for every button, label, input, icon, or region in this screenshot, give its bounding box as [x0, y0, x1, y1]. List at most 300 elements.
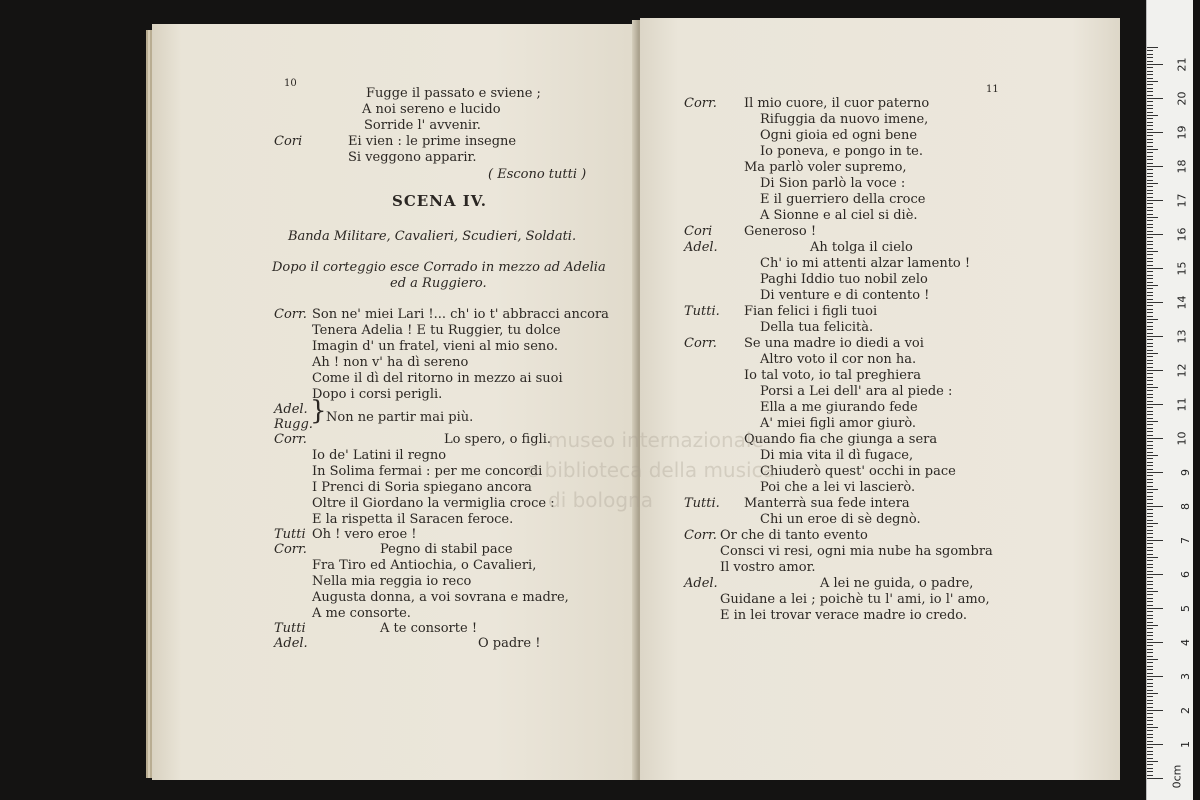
- ruler-tick: [1147, 363, 1153, 364]
- ruler-tick: [1147, 275, 1153, 276]
- ruler-tick: [1147, 333, 1153, 334]
- verse-line: Imagin d' un fratel, vieni al mio seno.: [312, 339, 559, 354]
- ruler-tick: [1147, 91, 1153, 92]
- ruler-number: 10: [1175, 431, 1189, 446]
- verse-line: A Sionne e al ciel si diè.: [760, 208, 918, 223]
- verse-line: A' miei figli amor giurò.: [760, 416, 917, 431]
- ruler-tick: [1147, 730, 1153, 731]
- speaker-label: Adel.: [684, 576, 718, 591]
- ruler-tick: [1147, 642, 1163, 643]
- verse-line: Lo spero, o figli.: [444, 432, 551, 447]
- ruler-tick: [1147, 520, 1153, 521]
- ruler-tick: [1147, 690, 1153, 691]
- ruler-number: 17: [1175, 193, 1189, 208]
- ruler-tick: [1147, 543, 1153, 544]
- ruler-tick: [1147, 486, 1153, 487]
- ruler-tick: [1147, 132, 1163, 133]
- ruler-tick: [1147, 557, 1158, 558]
- ruler-tick: [1147, 537, 1153, 538]
- ruler-tick: [1147, 744, 1163, 745]
- ruler-tick: [1147, 435, 1153, 436]
- ruler-tick: [1147, 411, 1153, 412]
- ruler-tick: [1147, 159, 1153, 160]
- brace-mark: }: [310, 396, 327, 426]
- ruler-unit-label: 0cm: [1170, 764, 1184, 789]
- speaker-label: Tutti.: [684, 496, 720, 511]
- ruler-tick: [1147, 407, 1153, 408]
- speaker-label: Corr.: [274, 542, 307, 557]
- verse-line: Or che di tanto evento: [720, 528, 868, 543]
- verse-line: Fra Tiro ed Antiochia, o Cavalieri,: [312, 558, 537, 573]
- ruler-tick: [1147, 50, 1153, 51]
- ruler-tick: [1147, 635, 1153, 636]
- watermark-line: e biblioteca della musica: [526, 458, 775, 482]
- right-page: [640, 18, 1120, 780]
- speaker-label: Tutti: [274, 621, 306, 636]
- ruler-tick: [1147, 316, 1153, 317]
- ruler-tick: [1147, 751, 1153, 752]
- verse-line: Chi un eroe di sè degnò.: [760, 512, 921, 527]
- ruler-tick: [1147, 309, 1153, 310]
- ruler-tick: [1147, 227, 1153, 228]
- ruler-tick: [1147, 523, 1158, 524]
- ruler-tick: [1147, 581, 1153, 582]
- ruler-tick: [1147, 61, 1153, 62]
- ruler-tick: [1147, 676, 1163, 677]
- ruler-tick: [1147, 237, 1153, 238]
- ruler-tick: [1147, 367, 1153, 368]
- verse-line: Ah ! non v' ha dì sereno: [312, 355, 469, 370]
- ruler-tick: [1147, 220, 1153, 221]
- ruler-tick: [1147, 707, 1153, 708]
- ruler-number: 16: [1175, 227, 1189, 242]
- verse-line: Nella mia reggia io reco: [312, 574, 472, 589]
- verse-line: Oltre il Giordano la vermiglia croce :: [312, 496, 555, 511]
- speaker-label: Rugg.: [274, 417, 313, 432]
- verse-line: Consci vi resi, ogni mia nube ha sgombra: [720, 544, 993, 559]
- ruler-tick: [1147, 118, 1153, 119]
- ruler-tick: [1147, 775, 1153, 776]
- speaker-label: Corr.: [684, 96, 717, 111]
- ruler-tick: [1147, 210, 1153, 211]
- verse-line: O padre !: [478, 636, 541, 651]
- verse-line: Guidane a lei ; poichè tu l' ami, io l' amo,: [720, 592, 990, 607]
- ruler-tick: [1147, 577, 1153, 578]
- left-page: [152, 24, 640, 780]
- ruler-tick: [1147, 84, 1153, 85]
- ruler-tick: [1147, 146, 1153, 147]
- verse-line: Porsi a Lei dell' ara al piede :: [760, 384, 953, 399]
- ruler-tick: [1147, 452, 1153, 453]
- ruler-tick: [1147, 509, 1153, 510]
- verse-line: A noi sereno e lucido: [362, 102, 501, 117]
- ruler-tick: [1147, 611, 1153, 612]
- scene-heading: SCENA IV.: [392, 192, 488, 210]
- ruler-tick: [1147, 248, 1153, 249]
- ruler-tick: [1147, 74, 1153, 75]
- ruler-tick: [1147, 632, 1153, 633]
- verse-line: Ei vien : le prime insegne: [348, 134, 517, 149]
- ruler-number: 8: [1179, 503, 1192, 510]
- ruler-tick: [1147, 673, 1153, 674]
- ruler-tick: [1147, 380, 1153, 381]
- ruler-tick: [1147, 95, 1153, 96]
- ruler-tick: [1147, 217, 1158, 218]
- ruler-tick: [1147, 771, 1153, 772]
- speaker-label: Adel.: [274, 636, 308, 651]
- ruler-tick: [1147, 64, 1163, 65]
- verse-line: Di mia vita il dì fugace,: [760, 448, 914, 463]
- verse-line: Di Sion parlò la voce :: [760, 176, 906, 191]
- speaker-label: Cori: [684, 224, 713, 239]
- verse-line: Augusta donna, a voi sovrana e madre,: [312, 590, 569, 605]
- verse-line: Tenera Adelia ! E tu Ruggier, tu dolce: [312, 323, 561, 338]
- ruler-tick: [1147, 458, 1153, 459]
- watermark-line: di bologna: [548, 488, 653, 512]
- verse-line: Sorride l' avvenir.: [364, 118, 481, 133]
- ruler-tick: [1147, 710, 1163, 711]
- ruler-tick: [1147, 156, 1153, 157]
- ruler-tick: [1147, 666, 1153, 667]
- ruler-tick: [1147, 482, 1153, 483]
- ruler-tick: [1147, 142, 1153, 143]
- ruler-tick: [1147, 764, 1153, 765]
- page-number-right: 11: [986, 84, 999, 95]
- ruler-tick: [1147, 258, 1153, 259]
- ruler-tick: [1147, 81, 1158, 82]
- ruler-tick: [1147, 356, 1153, 357]
- ruler-tick: [1147, 98, 1163, 99]
- ruler-tick: [1147, 727, 1158, 728]
- verse-line: Pegno di stabil pace: [380, 542, 513, 557]
- ruler-tick: [1147, 241, 1153, 242]
- ruler-tick: [1147, 71, 1153, 72]
- ruler-tick: [1147, 108, 1153, 109]
- ruler-number: 4: [1179, 639, 1192, 646]
- ruler-tick: [1147, 343, 1153, 344]
- ruler-tick: [1147, 628, 1153, 629]
- ruler-tick: [1147, 448, 1153, 449]
- ruler-tick: [1147, 115, 1158, 116]
- ruler-tick: [1147, 193, 1153, 194]
- ruler-tick: [1147, 336, 1163, 337]
- speaker-label: Cori: [274, 134, 303, 149]
- verse-line: Io tal voto, io tal preghiera: [744, 368, 921, 383]
- ruler-tick: [1147, 166, 1163, 167]
- ruler-tick: [1147, 686, 1153, 687]
- ruler-number: 12: [1175, 363, 1189, 378]
- verse-line: Fian felici i figli tuoi: [744, 304, 878, 319]
- ruler-tick: [1147, 54, 1153, 55]
- ruler-tick: [1147, 622, 1153, 623]
- ruler-tick: [1147, 768, 1153, 769]
- ruler-tick: [1147, 649, 1153, 650]
- ruler-tick: [1147, 169, 1153, 170]
- speaker-label: Corr.: [274, 432, 307, 447]
- ruler-tick: [1147, 326, 1153, 327]
- verse-line: Paghi Iddio tuo nobil zelo: [760, 272, 928, 287]
- stage-direction: Dopo il corteggio esce Corrado in mezzo ad Adelia: [272, 260, 606, 275]
- ruler-tick: [1147, 645, 1153, 646]
- verse-line: Poi che a lei vi lascierò.: [760, 480, 916, 495]
- ruler-number: 15: [1175, 261, 1189, 276]
- ruler-tick: [1147, 526, 1153, 527]
- ruler-tick: [1147, 234, 1163, 235]
- ruler-tick: [1147, 741, 1153, 742]
- verse-line: Oh ! vero eroe !: [312, 527, 417, 542]
- verse-line: Altro voto il cor non ha.: [760, 352, 917, 367]
- ruler-tick: [1147, 594, 1153, 595]
- verse-line: E il guerriero della croce: [760, 192, 926, 207]
- ruler-tick: [1147, 244, 1153, 245]
- ruler-tick: [1147, 282, 1153, 283]
- ruler-tick: [1147, 462, 1153, 463]
- ruler-tick: [1147, 492, 1153, 493]
- speaker-label: Adel.: [684, 240, 718, 255]
- ruler-tick: [1147, 251, 1158, 252]
- ruler-tick: [1147, 305, 1153, 306]
- ruler-tick: [1147, 591, 1158, 592]
- ruler-tick: [1147, 693, 1158, 694]
- ruler-tick: [1147, 465, 1153, 466]
- ruler-tick: [1147, 101, 1153, 102]
- ruler-tick: [1147, 288, 1153, 289]
- ruler-tick: [1147, 605, 1153, 606]
- verse-line: Quando fia che giunga a sera: [744, 432, 938, 447]
- ruler-tick: [1147, 424, 1153, 425]
- verse-line: A lei ne guida, o padre,: [820, 576, 974, 591]
- verse-line: Ella a me giurando fede: [760, 400, 918, 415]
- ruler-tick: [1147, 574, 1163, 575]
- ruler-tick: [1147, 397, 1153, 398]
- ruler-tick: [1147, 696, 1153, 697]
- ruler-tick: [1147, 530, 1153, 531]
- ruler-tick: [1147, 445, 1153, 446]
- ruler-tick: [1147, 224, 1153, 225]
- ruler-tick: [1147, 125, 1153, 126]
- speaker-label: Tutti: [274, 527, 306, 542]
- ruler-tick: [1147, 503, 1153, 504]
- ruler-number: 13: [1175, 329, 1189, 344]
- ruler-tick: [1147, 513, 1153, 514]
- verse-line: Io de' Latini il regno: [312, 448, 447, 463]
- verse-line: Fugge il passato e sviene ;: [366, 86, 541, 101]
- ruler-tick: [1147, 717, 1153, 718]
- ruler-tick: [1147, 615, 1153, 616]
- ruler-tick: [1147, 278, 1153, 279]
- ruler-tick: [1147, 747, 1153, 748]
- ruler-tick: [1147, 78, 1153, 79]
- ruler-tick: [1147, 778, 1163, 779]
- ruler-number: 20: [1175, 91, 1189, 106]
- ruler-tick: [1147, 469, 1153, 470]
- ruler-tick: [1147, 601, 1153, 602]
- speaker-label: Adel.: [274, 402, 308, 417]
- ruler-tick: [1147, 584, 1153, 585]
- ruler-number: 11: [1175, 397, 1189, 412]
- ruler-number: 19: [1175, 125, 1189, 140]
- ruler-tick: [1147, 346, 1153, 347]
- ruler-tick: [1147, 214, 1153, 215]
- ruler-tick: [1147, 639, 1153, 640]
- ruler-tick: [1147, 271, 1153, 272]
- ruler-tick: [1147, 700, 1153, 701]
- ruler-tick: [1147, 384, 1153, 385]
- ruler-tick: [1147, 455, 1158, 456]
- ruler-tick: [1147, 438, 1163, 439]
- ruler-tick: [1147, 377, 1153, 378]
- ruler-tick: [1147, 401, 1153, 402]
- ruler-tick: [1147, 496, 1153, 497]
- ruler-tick: [1147, 394, 1153, 395]
- ruler-number: 21: [1175, 57, 1189, 72]
- ruler-tick: [1147, 734, 1153, 735]
- ruler-number: 2: [1179, 707, 1192, 714]
- verse-line: Come il dì del ritorno in mezzo ai suoi: [312, 371, 563, 386]
- ruler-tick: [1147, 724, 1153, 725]
- ruler-tick: [1147, 207, 1153, 208]
- ruler-tick: [1147, 571, 1153, 572]
- verse-line: Della tua felicità.: [760, 320, 874, 335]
- ruler-tick: [1147, 329, 1153, 330]
- ruler-tick: [1147, 472, 1163, 473]
- verse-line: E in lei trovar verace madre io credo.: [720, 608, 968, 623]
- verse-line: In Solima fermai : per me concordi: [312, 464, 543, 479]
- verse-line: Ogni gioia ed ogni bene: [760, 128, 918, 143]
- ruler-number: 5: [1179, 605, 1192, 612]
- ruler-tick: [1147, 550, 1153, 551]
- ruler-tick: [1147, 479, 1153, 480]
- ruler-tick: [1147, 268, 1163, 269]
- ruler-tick: [1147, 598, 1153, 599]
- page-number-left: 10: [284, 78, 297, 89]
- ruler-tick: [1147, 200, 1163, 201]
- ruler-tick: [1147, 499, 1153, 500]
- speaker-label: Tutti.: [684, 304, 720, 319]
- ruler-tick: [1147, 129, 1153, 130]
- ruler-tick: [1147, 564, 1153, 565]
- verse-line: I Prenci di Soria spiegano ancora: [312, 480, 532, 495]
- ruler-number: 7: [1179, 537, 1192, 544]
- ruler-tick: [1147, 387, 1158, 388]
- ruler-tick: [1147, 173, 1153, 174]
- ruler-tick: [1147, 319, 1158, 320]
- ruler-number: 14: [1175, 295, 1189, 310]
- ruler-tick: [1147, 475, 1153, 476]
- ruler-tick: [1147, 703, 1153, 704]
- ruler-tick: [1147, 149, 1158, 150]
- ruler-tick: [1147, 312, 1153, 313]
- verse-line: Si veggono apparir.: [348, 150, 477, 165]
- ruler-tick: [1147, 737, 1153, 738]
- ruler-tick: [1147, 373, 1153, 374]
- ruler-tick: [1147, 618, 1153, 619]
- ruler-tick: [1147, 302, 1163, 303]
- verse-line: Se una madre io diedi a voi: [744, 336, 924, 351]
- ruler-tick: [1147, 547, 1153, 548]
- ruler-tick: [1147, 659, 1158, 660]
- speaker-label: Corr.: [274, 307, 307, 322]
- ruler-tick: [1147, 122, 1153, 123]
- ruler-tick: [1147, 190, 1153, 191]
- ruler-tick: [1147, 516, 1153, 517]
- ruler-tick: [1147, 754, 1153, 755]
- ruler-tick: [1147, 679, 1153, 680]
- verse-line: Io poneva, e pongo in te.: [760, 144, 924, 159]
- ruler-number: 3: [1179, 673, 1192, 680]
- verse-line: Rifuggia da nuovo imene,: [760, 112, 929, 127]
- verse-line: A me consorte.: [312, 606, 411, 621]
- ruler-tick: [1147, 105, 1153, 106]
- ruler-tick: [1147, 197, 1153, 198]
- ruler-tick: [1147, 370, 1163, 371]
- ruler-tick: [1147, 265, 1153, 266]
- ruler-tick: [1147, 186, 1153, 187]
- verse-line: Il mio cuore, il cuor paterno: [744, 96, 930, 111]
- verse-line: Generoso !: [744, 224, 817, 239]
- ruler-tick: [1147, 203, 1153, 204]
- ruler-tick: [1147, 540, 1163, 541]
- ruler-tick: [1147, 299, 1153, 300]
- ruler-number: 6: [1179, 571, 1192, 578]
- ruler-tick: [1147, 431, 1153, 432]
- ruler-tick: [1147, 350, 1153, 351]
- ruler-tick: [1147, 421, 1158, 422]
- ruler-tick: [1147, 656, 1153, 657]
- ruler-tick: [1147, 560, 1153, 561]
- ruler-tick: [1147, 669, 1153, 670]
- ruler-tick: [1147, 662, 1153, 663]
- ruler-number: 1: [1179, 741, 1192, 748]
- verse-line: Chiuderò quest' occhi in pace: [760, 464, 956, 479]
- ruler-tick: [1147, 441, 1153, 442]
- ruler-tick: [1147, 588, 1153, 589]
- verse-line: A te consorte !: [380, 621, 478, 636]
- stage-direction: ( Escono tutti ): [488, 167, 587, 182]
- verse-line: E la rispetta il Saracen feroce.: [312, 512, 514, 527]
- cast-list: Banda Militare, Cavalieri, Scudieri, Soldati.: [288, 229, 577, 244]
- ruler-tick: [1147, 608, 1163, 609]
- ruler-tick: [1147, 720, 1153, 721]
- ruler-tick: [1147, 414, 1153, 415]
- ruler-tick: [1147, 353, 1158, 354]
- ruler-tick: [1147, 428, 1153, 429]
- ruler-tick: [1147, 292, 1153, 293]
- ruler-tick: [1147, 339, 1153, 340]
- ruler-tick: [1147, 625, 1158, 626]
- verse-line: Manterrà sua fede intera: [744, 496, 910, 511]
- ruler-tick: [1147, 761, 1158, 762]
- ruler-tick: [1147, 285, 1158, 286]
- ruler-tick: [1147, 322, 1153, 323]
- ruler-tick: [1147, 567, 1153, 568]
- ruler-tick: [1147, 295, 1153, 296]
- ruler-tick: [1147, 163, 1153, 164]
- ruler-tick: [1147, 57, 1153, 58]
- ruler-tick: [1147, 683, 1153, 684]
- ruler-tick: [1147, 135, 1153, 136]
- ruler-number: 9: [1179, 469, 1192, 476]
- verse-line: Dopo i corsi perigli.: [312, 387, 443, 402]
- ruler-tick: [1147, 183, 1158, 184]
- ruler-tick: [1147, 67, 1153, 68]
- verse-line: Di venture e di contento !: [760, 288, 930, 303]
- verse-line: Ch' io mi attenti alzar lamento !: [760, 256, 971, 271]
- ruler-tick: [1147, 390, 1153, 391]
- measuring-ruler: [1146, 0, 1193, 800]
- ruler-tick: [1147, 758, 1153, 759]
- ruler-tick: [1147, 88, 1153, 89]
